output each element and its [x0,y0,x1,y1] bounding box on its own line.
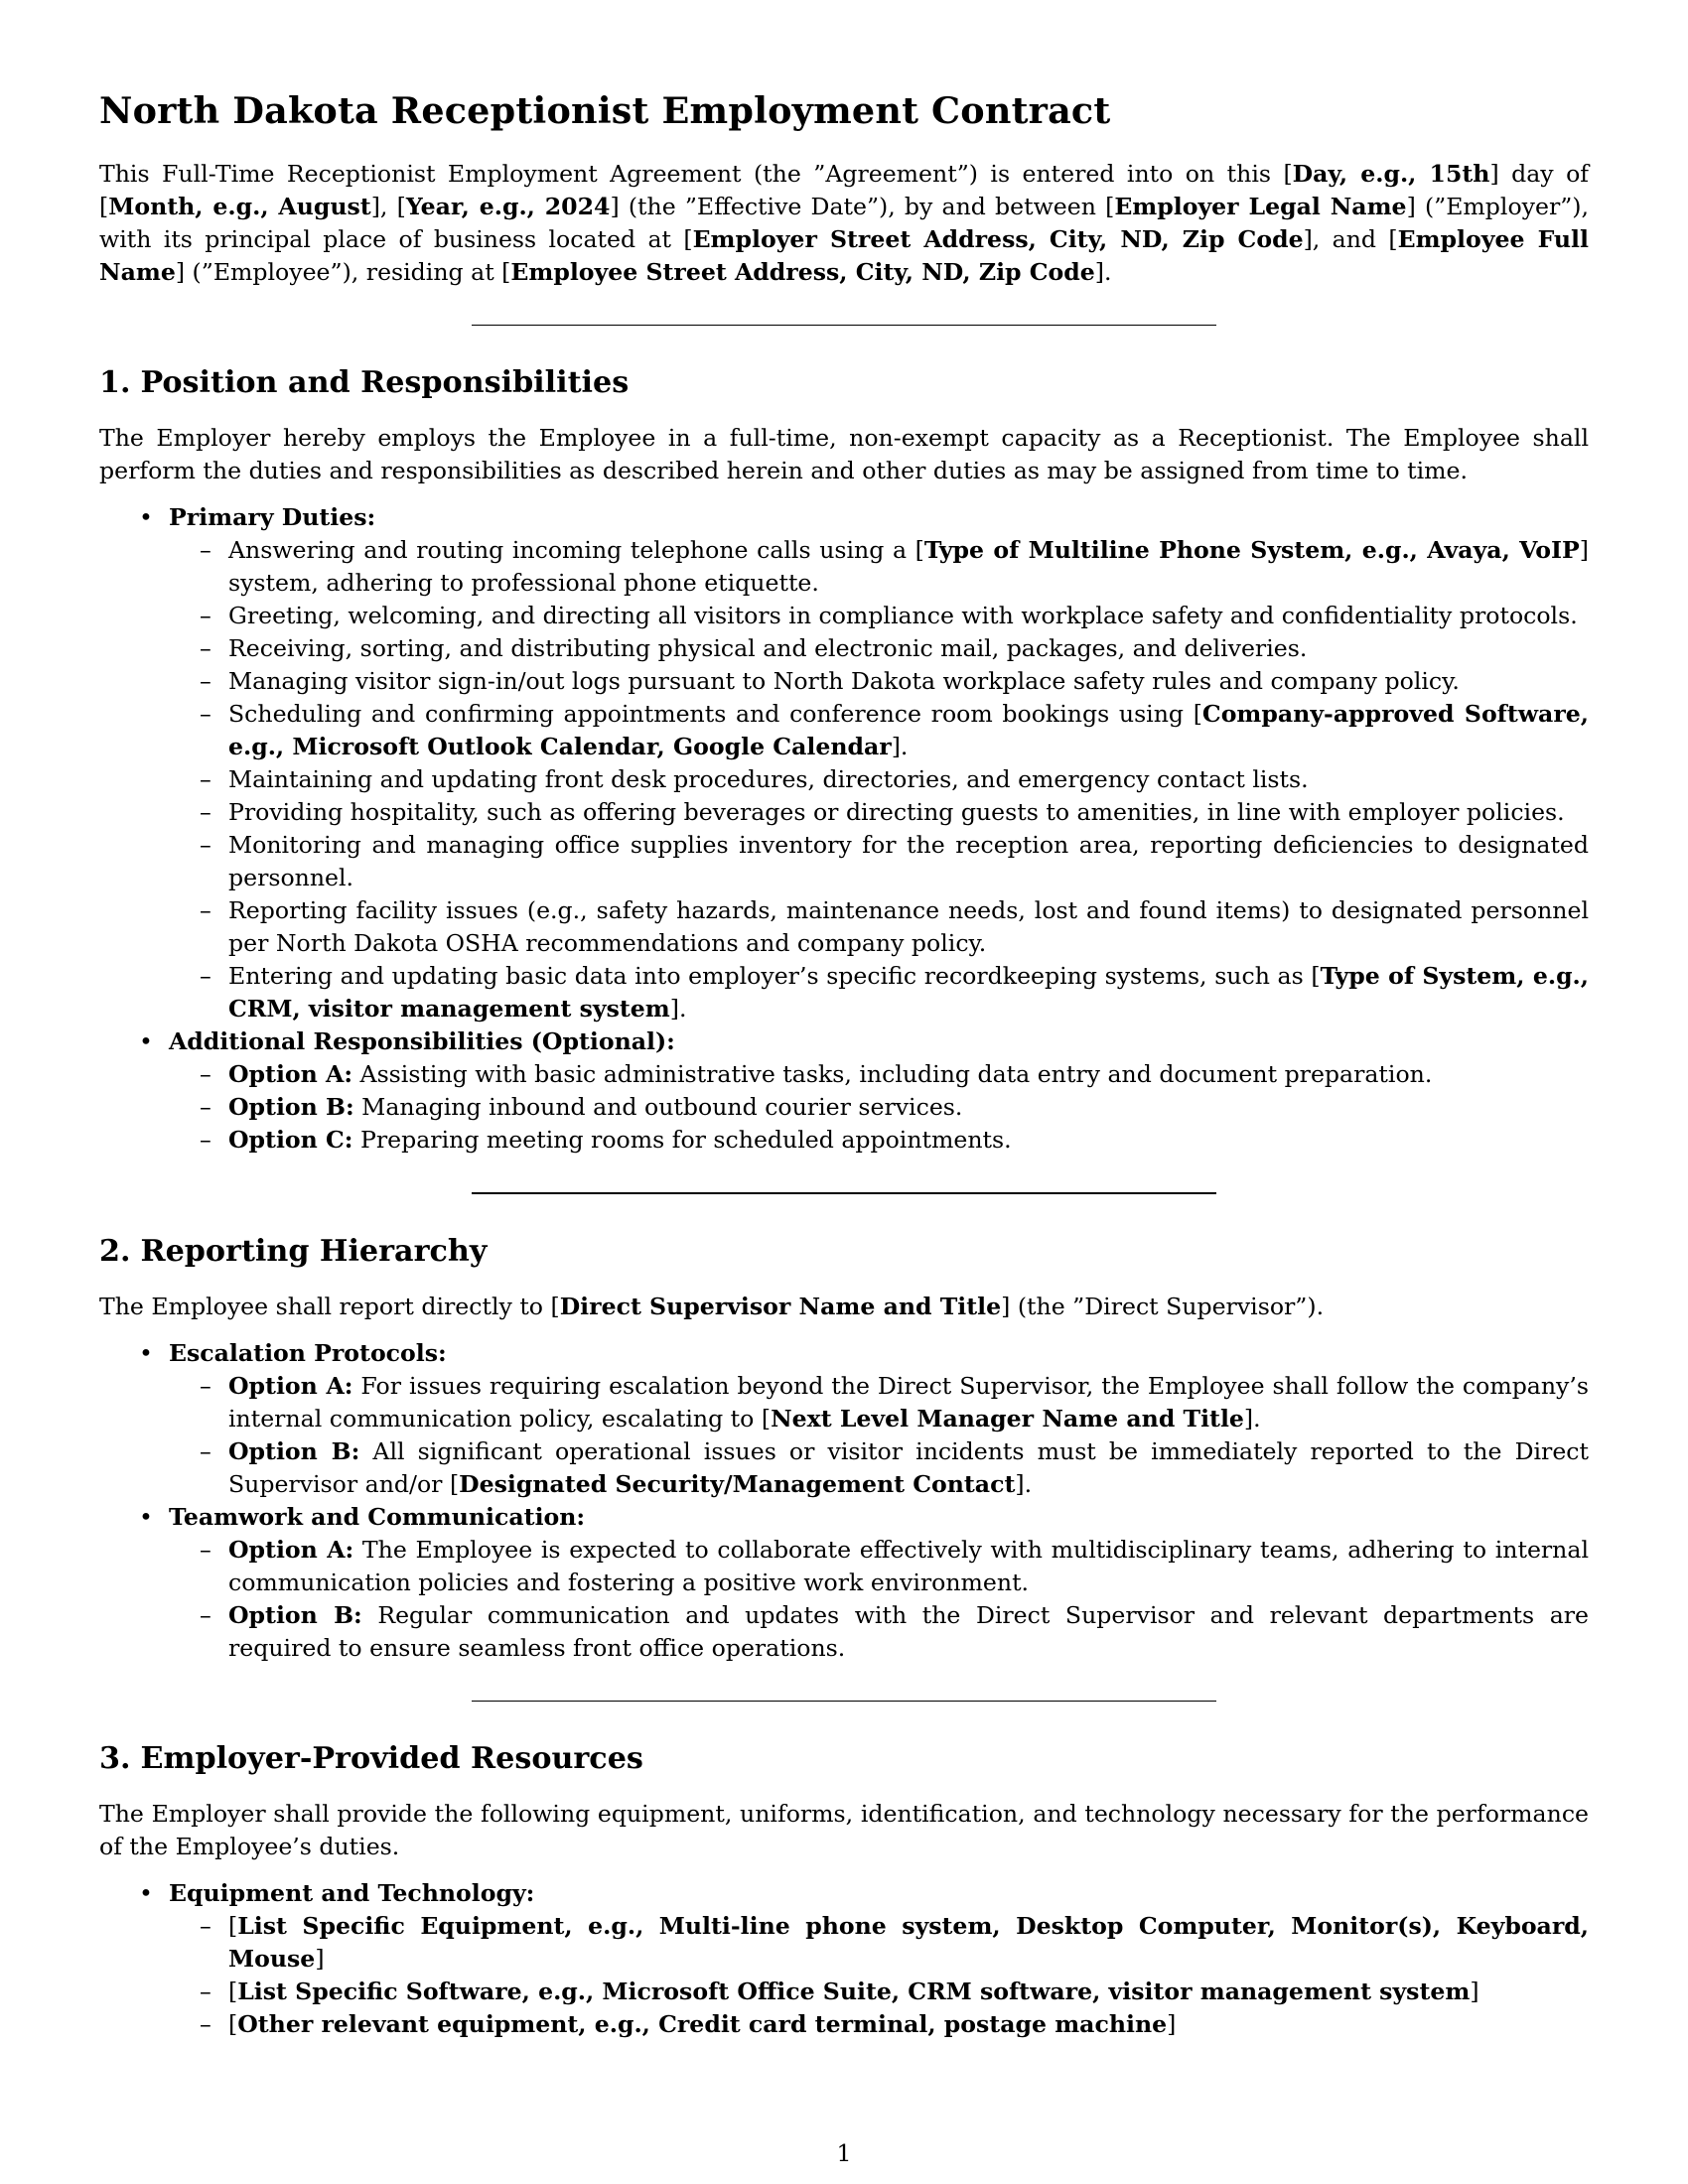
placeholder-employee-address: Employee Street Address, City, ND, Zip Code [510,258,1095,286]
list-text: ]. [891,733,909,760]
section-title: Reporting Hierarchy [140,1234,488,1269]
section-heading-position [99,365,1589,400]
intro-text: The Employee shall report directly to [ [99,1293,560,1320]
list-text: Managing inbound and outbound courier services. [353,1093,963,1121]
placeholder-next-manager: Next Level Manager Name and Title [771,1405,1244,1433]
section-title: Position and Responsibilities [140,365,630,400]
section1-list [99,501,1589,1157]
intro-text: ]. [1094,258,1112,286]
list-item-equipment [169,1877,1589,2041]
placeholder-employer-address: Employer Street Address, City, ND, Zip Code [692,225,1304,253]
placeholder-employee-name: Employee Full Name [99,225,1589,286]
option-label: Option A: [228,1536,354,1564]
list-text: Entering and updating basic data into employer’s specific recordkeeping systems, such as [ [228,962,1321,990]
escalation-list [169,1370,1589,1501]
list-item: – Managing visitor sign-in/out logs pursuant to North Dakota workplace safety rules and company policy. [228,665,1589,698]
section-heading-resources [99,1741,1589,1776]
list-text: Answering and routing incoming telephone calls using a [ [228,536,924,564]
list-text: ]. [1243,1405,1261,1433]
intro-text: ] (”Employer”), with its principal place of business located at [ [99,193,1589,253]
section3-intro: The Employer shall provide the following equipment, uniforms, identification, and technology necessary for the performance of the Employee’s duties. [99,1800,1589,1860]
list-text: Assisting with basic administrative tasks, including data entry and document preparation. [352,1060,1433,1088]
list-text: ] system, adhering to professional phone etiquette. [228,536,1589,597]
list-item: – [Other relevant equipment, e.g., Credit card terminal, postage machine] [228,2008,1589,2041]
list-item [228,1091,1589,1124]
list-item: – Maintaining and updating front desk procedures, directories, and emergency contact lists. [228,763,1589,796]
section-number: 2. [99,1234,131,1269]
list-item-teamwork [169,1501,1589,1665]
list-item: – Monitoring and managing office supplies inventory for the reception area, reporting deficiencies to designated personnel. [228,829,1589,894]
list-item-label: Escalation Protocols: [169,1339,447,1367]
list-item [228,1124,1589,1157]
placeholder-software-list: List Specific Software, e.g., Microsoft Office Suite, CRM software, visitor management system [237,1978,1471,2005]
primary-duties-list [169,534,1589,1025]
section1-intro: The Employer hereby employs the Employee in a full-time, non-exempt capacity as a Receptionist. The Employee shall perform the duties and responsibilities as described herein and other duties as may be assigned from time to time. [99,424,1589,484]
intro-text: ] day of [ [99,160,1590,220]
placeholder-month: Month, e.g., August [108,193,371,220]
placeholder-supervisor: Direct Supervisor Name and Title [559,1293,1002,1320]
section-number: 1. [99,365,131,400]
section-divider [472,1701,1216,1702]
section-heading-reporting [99,1234,1589,1269]
list-text: The Employee is expected to collaborate effectively with multidisciplinary teams, adhering to internal communication policies and fostering a positive work environment. [228,1536,1589,1596]
intro-paragraph [99,158,1589,289]
intro-text: ] (the ”Direct Supervisor”). [1001,1293,1325,1320]
option-label: Option A: [228,1060,353,1088]
placeholder-phone-system: Type of Multiline Phone System, e.g., Avaya, VoIP [923,536,1580,564]
list-text: For issues requiring escalation beyond the Direct Supervisor, the Employee shall follow the company’s internal communication policy, escalating to [ [228,1372,1589,1433]
list-item: – Reporting facility issues (e.g., safety hazards, maintenance needs, lost and found items) to designated personnel per North Dakota OSHA recommendations and company policy. [228,894,1589,960]
section-divider [472,325,1216,326]
list-text: ]. [1015,1470,1033,1498]
section-title: Employer-Provided Resources [140,1741,643,1776]
section-number: 3. [99,1741,131,1776]
teamwork-list [169,1534,1589,1665]
list-text: Scheduling and confirming appointments and conference room bookings using [ [228,700,1202,728]
list-item: – [List Specific Equipment, e.g., Multi-line phone system, Desktop Computer, Monitor(s), Keyboard, Mouse] [228,1910,1589,1976]
option-label: Option B: [228,1437,360,1465]
list-item: – [List Specific Software, e.g., Microsoft Office Suite, CRM software, visitor management system] [228,1976,1589,2008]
list-item-primary-duties [169,501,1589,1025]
placeholder-other-equipment: Other relevant equipment, e.g., Credit card terminal, postage machine [237,2010,1168,2038]
placeholder-employer-name: Employer Legal Name [1114,193,1407,220]
list-text: Regular communication and updates with the Direct Supervisor and relevant departments are required to ensure seamless front office operations. [228,1601,1589,1662]
list-item [228,698,1589,763]
intro-text: This Full-Time Receptionist Employment Agreement (the ”Agreement”) is entered into on this [ [99,160,1293,188]
placeholder-year: Year, e.g., 2024 [405,193,611,220]
placeholder-equipment: List Specific Equipment, e.g., Multi-line phone system, Desktop Computer, Monitor(s), Keyboard, Mouse [228,1912,1589,1973]
option-label: Option C: [228,1126,353,1154]
list-item-escalation [169,1337,1589,1501]
list-item: – Receiving, sorting, and distributing physical and electronic mail, packages, and deliveries. [228,632,1589,665]
list-item-additional-responsibilities [169,1025,1589,1157]
list-text: Preparing meeting rooms for scheduled appointments. [352,1126,1012,1154]
list-item: – Providing hospitality, such as offering beverages or directing guests to amenities, in line with employer policies. [228,796,1589,829]
placeholder-day: Day, e.g., 15th [1292,160,1490,188]
page-number: 1 [836,2139,852,2167]
list-item-label: Additional Responsibilities (Optional): [169,1027,675,1055]
list-item [228,1599,1589,1665]
section-divider [472,1192,1216,1194]
additional-responsibilities-list [169,1058,1589,1157]
list-item [228,1534,1589,1599]
option-label: Option B: [228,1093,354,1121]
document-page [99,79,1589,2041]
list-item-label: Equipment and Technology: [169,1879,535,1907]
placeholder-software: Company-approved Software, e.g., Microsoft Outlook Calendar, Google Calendar [228,700,1589,760]
list-item [228,1058,1589,1091]
intro-text: ] (”Employee”), residing at [ [175,258,511,286]
list-item: – Greeting, welcoming, and directing all visitors in compliance with workplace safety and confidentiality protocols. [228,600,1589,632]
intro-text: ], and [ [1303,225,1398,253]
intro-text: ], [ [370,193,406,220]
list-text: All significant operational issues or visitor incidents must be immediately reported to the Direct Supervisor and/or [ [228,1437,1589,1498]
list-item [228,1435,1589,1501]
section2-list [99,1337,1589,1665]
placeholder-security-contact: Designated Security/Management Contact [459,1470,1016,1498]
list-item [228,1370,1589,1435]
intro-text: ] (the ”Effective Date”), by and between [ [610,193,1115,220]
equipment-list [169,1910,1589,2041]
list-item-label: Teamwork and Communication: [169,1503,586,1531]
document-title: North Dakota Receptionist Employment Contract [99,89,1111,132]
list-item [228,960,1589,1025]
list-item-label: Primary Duties: [169,503,376,531]
list-item [228,534,1589,600]
option-label: Option B: [228,1601,362,1629]
placeholder-system-type: Type of System, e.g., CRM, visitor management system [228,962,1589,1023]
list-text: ]. [669,995,687,1023]
option-label: Option A: [228,1372,353,1400]
section3-list [99,1877,1589,2041]
section2-intro [99,1291,1589,1323]
